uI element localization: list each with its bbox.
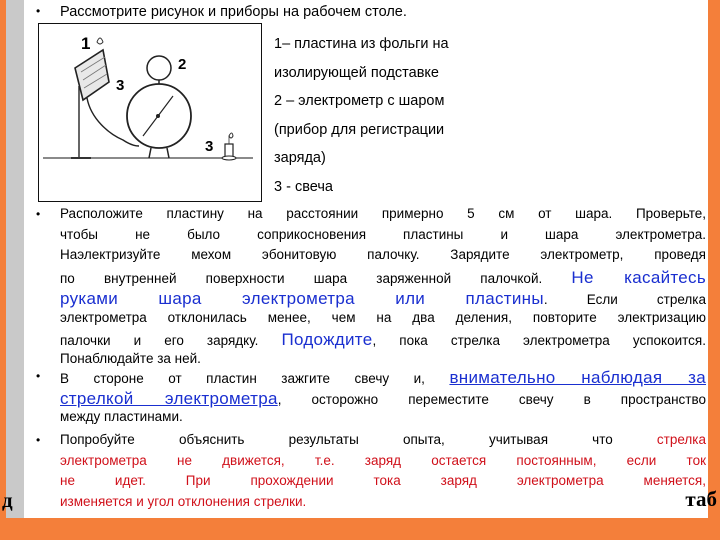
bullet-icon: • [36,433,41,447]
instruction-line [60,227,706,242]
instruction-text: Расположите пластину на расстоянии примерно 5 см от шара. Проверьте, [60,206,706,221]
bullet-icon: • [36,207,41,221]
instruction-text: В стороне от пластин зажгите свечу и, [60,371,450,386]
instruction-line [60,453,706,468]
bullet-icon: • [36,4,41,18]
experiment-figure [38,23,262,202]
instruction-text: по внутренней поверхности шара заряженной палочкой. [60,271,572,287]
highlighted-text: не идет. При прохождении тока заряд электрометра меняется, [60,473,706,489]
bullet-icon: • [36,369,41,383]
highlighted-text: стрелкой электрометра [60,388,278,408]
figure-label-plate: 1 [81,34,91,53]
legend-line: изолирующей подставке [274,64,440,81]
instruction-text: между пластинами. [60,409,183,425]
legend-line: 2 – электрометр с шаром [274,93,445,109]
instruction-line [60,247,706,262]
instruction-line [60,330,706,350]
figure-legend [274,30,514,204]
instruction-line [60,473,706,488]
instruction-line [60,206,706,221]
highlighted-text: Подождите [281,330,373,350]
experiment-drawing [39,24,261,201]
instruction-text: . Если стрелка [543,291,706,307]
figure-label-candle: 3 [205,138,214,155]
legend-line: заряда) [274,150,326,166]
highlighted-text: изменяется и угол отклонения стрелки. [60,494,307,510]
legend-line: 1– пластина из фольги на [274,36,449,52]
left-frame-border [0,0,6,540]
left-edge-text: д [2,488,13,512]
right-edge-text: таб [685,487,717,511]
figure-label-candle-near: 3 [116,77,125,94]
instruction-text: Понаблюдайте за ней. [60,350,201,366]
instruction-line [60,289,706,309]
electrometer-ball [147,56,171,80]
legend-line: 3 - свеча [274,178,333,195]
instruction-line [60,351,706,366]
instruction-line [60,389,706,409]
instruction-line [60,432,706,447]
slide-page [24,0,708,518]
instruction-text: , осторожно переместите свечу в пространство [277,391,706,407]
instruction-text: Попробуйте объяснить результаты опыта, учитывая что [60,432,657,447]
instruction-line [60,268,706,288]
highlighted-text: стрелка [656,432,706,447]
instruction-text: , пока стрелка электрометра успокоится. [372,333,706,349]
instruction-line [60,368,706,388]
intro-text: Рассмотрите рисунок и приборы на рабочем столе. [60,4,407,20]
figure-label-electrometer: 2 [178,56,187,73]
highlighted-text: электрометра не движется, т.е. заряд остается постоянным, если ток [60,452,706,468]
bottom-frame-border [0,518,720,540]
instruction-line [60,409,706,424]
legend-line: (прибор для регистрации [274,121,445,138]
instruction-line [60,494,706,509]
instruction-text: электрометра отклонилась менее, чем на два деления, повторите электризацию [60,309,706,325]
instruction-text: Наэлектризуйте мехом эбонитовую палочку. Зарядите электрометр, проведя [60,247,706,263]
candle-flame-small [97,38,103,44]
candle-flame [229,133,233,138]
right-frame-border [708,0,720,540]
highlighted-text: руками шара электрометра или пластины [60,288,544,308]
instruction-text: палочки и его зарядку. [60,333,282,349]
highlighted-text: Не касайтесь [571,268,706,288]
instruction-text: чтобы не было соприкосновения пластины и шара электрометра. [60,226,706,242]
highlighted-text: внимательно наблюдая за [449,368,707,387]
instruction-line [60,310,706,325]
